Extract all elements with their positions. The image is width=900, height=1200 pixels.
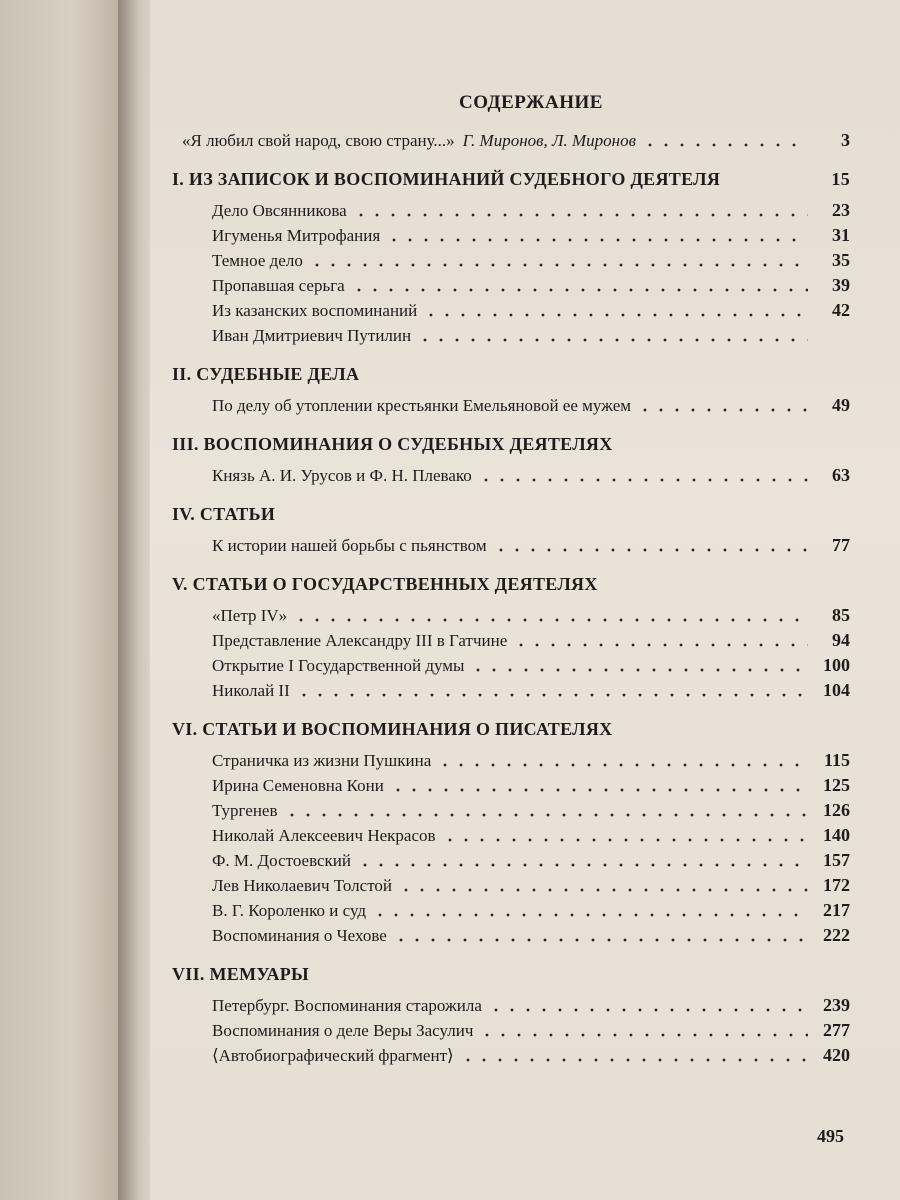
toc-entry[interactable] [212, 273, 850, 298]
section-heading-page: 15 [831, 169, 850, 189]
toc-entry[interactable] [212, 923, 850, 948]
table-of-contents [172, 92, 850, 1068]
toc-entry[interactable] [212, 993, 850, 1018]
dot-leader [493, 548, 808, 552]
section-heading-text: VI. СТАТЬИ И ВОСПОМИНАНИЯ О ПИСАТЕЛЯХ [172, 719, 613, 739]
toc-entry-title: Лев Николаевич Толстой [212, 876, 392, 895]
toc-entry[interactable] [212, 628, 850, 653]
toc-entry-title: Иван Дмитриевич Путилин [212, 326, 412, 345]
toc-entry-page: 115 [823, 750, 850, 770]
dot-leader [284, 813, 808, 817]
toc-entry-title: Дело Овсянникова [212, 201, 347, 220]
dot-leader [393, 938, 808, 942]
toc-entry[interactable] [212, 823, 850, 848]
section-heading-text: II. СУДЕБНЫЕ ДЕЛА [172, 364, 360, 384]
toc-sections [172, 167, 850, 1068]
toc-entry-title: «Петр IV» [212, 606, 288, 625]
intro-authors: Г. Миронов, Л. Миронов [462, 131, 636, 150]
toc-entry-title: Пропавшая серьга [212, 276, 345, 295]
toc-entry[interactable] [212, 463, 850, 488]
facing-page [0, 0, 118, 1200]
toc-entry[interactable] [212, 248, 850, 273]
dot-leader [478, 478, 808, 482]
dot-leader [442, 838, 808, 842]
toc-entry[interactable] [212, 873, 850, 898]
toc-entry-page: 125 [823, 775, 850, 795]
intro-page: 3 [841, 130, 850, 150]
section-heading [172, 717, 850, 742]
dot-leader [351, 288, 808, 292]
section-heading-text: IV. СТАТЬИ [172, 504, 276, 524]
toc-entry-title: ⟨Автобиографический фрагмент⟩ [212, 1046, 454, 1065]
toc-entry-title: В. Г. Короленко и суд [212, 901, 367, 920]
toc-entry-page: 104 [823, 680, 850, 700]
toc-entry-title: Игуменья Митрофания [212, 226, 381, 245]
toc-entry-page: 217 [823, 900, 850, 920]
toc-entry-page: 85 [832, 605, 850, 625]
toc-entry-title: Тургенев [212, 801, 278, 820]
toc-entry-title: К истории нашей борьбы с пьянством [212, 536, 487, 555]
toc-entry-title: Николай II [212, 681, 290, 700]
toc-entry[interactable] [212, 748, 850, 773]
toc-entry-title: Воспоминания о Чехове [212, 926, 387, 945]
toc-entry-title: Ф. М. Достоевский [212, 851, 351, 870]
toc-entry-page: 172 [823, 875, 850, 895]
toc-entry-title: Представление Александру III в Гатчине [212, 631, 508, 650]
dot-leader [398, 888, 808, 892]
dot-leader [437, 763, 808, 767]
intro-title: «Я любил свой народ, свою страну...» [182, 131, 455, 150]
toc-entry[interactable] [212, 848, 850, 873]
toc-entry[interactable] [212, 898, 850, 923]
dot-leader [488, 1008, 808, 1012]
toc-entry[interactable] [212, 1043, 850, 1068]
toc-entry-page: 39 [832, 275, 850, 295]
toc-entry-title: Ирина Семеновна Кони [212, 776, 384, 795]
toc-entry-page: 23 [832, 200, 850, 220]
toc-entry-title: По делу об утоплении крестьянки Емельяновой ее мужем [212, 396, 632, 415]
section-heading [172, 167, 850, 192]
toc-entry-title: Воспоминания о деле Веры Засулич [212, 1021, 474, 1040]
toc-entry-title: Князь А. И. Урусов и Ф. Н. Плевако [212, 466, 472, 485]
section-heading [172, 962, 850, 987]
toc-entry-page: 239 [823, 995, 850, 1015]
section-heading-text: I. ИЗ ЗАПИСОК И ВОСПОМИНАНИЙ СУДЕБНОГО ДЕЯТЕЛЯ [172, 169, 721, 189]
section-heading-text: III. ВОСПОМИНАНИЯ О СУДЕБНЫХ ДЕЯТЕЛЯХ [172, 434, 613, 454]
dot-leader [460, 1058, 808, 1062]
dot-leader [296, 693, 808, 697]
toc-entry[interactable] [212, 298, 850, 323]
dot-leader [309, 263, 808, 267]
toc-entry-title: Из казанских воспоминаний [212, 301, 418, 320]
section-heading [172, 432, 850, 457]
section-heading-text: VII. МЕМУАРЫ [172, 964, 310, 984]
toc-entry-title: Страничка из жизни Пушкина [212, 751, 432, 770]
toc-entry-title: Открытие I Государственной думы [212, 656, 465, 675]
dot-leader [642, 143, 808, 147]
toc-entry-page: 94 [832, 630, 850, 650]
dot-leader [479, 1033, 808, 1037]
dot-leader [417, 338, 808, 342]
toc-entry-page: 31 [832, 225, 850, 245]
toc-entry-page: 42 [832, 300, 850, 320]
toc-entry-title: Николай Алексеевич Некрасов [212, 826, 436, 845]
toc-entry-page: 222 [823, 925, 850, 945]
toc-entry[interactable] [212, 603, 850, 628]
contents-page [150, 0, 900, 1200]
toc-entry[interactable] [212, 533, 850, 558]
toc-entry-page: 420 [823, 1045, 850, 1065]
section-heading-text: V. СТАТЬИ О ГОСУДАРСТВЕННЫХ ДЕЯТЕЛЯХ [172, 574, 598, 594]
section-heading [172, 362, 850, 387]
dot-leader [470, 668, 808, 672]
page-number: 495 [817, 1126, 844, 1146]
toc-entry-page: 35 [832, 250, 850, 270]
toc-entry[interactable] [212, 198, 850, 223]
dot-leader [372, 913, 808, 917]
dot-leader [386, 238, 808, 242]
toc-entry[interactable] [212, 798, 850, 823]
dot-leader [390, 788, 808, 792]
toc-entry[interactable] [212, 223, 850, 248]
toc-entry[interactable] [212, 653, 850, 678]
dot-leader [293, 618, 808, 622]
toc-entry-page: 126 [823, 800, 850, 820]
toc-entry[interactable] [212, 773, 850, 798]
toc-entry[interactable] [212, 678, 850, 703]
toc-entry[interactable] [212, 323, 850, 348]
dot-leader [357, 863, 808, 867]
toc-entry-page: 63 [832, 465, 850, 485]
toc-entry-page: 100 [823, 655, 850, 675]
dot-leader [423, 313, 808, 317]
toc-entry-page: 277 [823, 1020, 850, 1040]
toc-entry-title: Темное дело [212, 251, 303, 270]
dot-leader [353, 213, 808, 217]
toc-entry-page: 140 [823, 825, 850, 845]
toc-entry[interactable] [212, 1018, 850, 1043]
section-heading [172, 502, 850, 527]
toc-entry-page: 77 [832, 535, 850, 555]
page-title: СОДЕРЖАНИЕ [459, 92, 603, 113]
toc-entry-page: 49 [832, 395, 850, 415]
toc-entry-title: Петербург. Воспоминания старожила [212, 996, 482, 1015]
toc-entry-page: 157 [823, 850, 850, 870]
dot-leader [513, 643, 808, 647]
toc-intro-entry [182, 128, 850, 153]
dot-leader [637, 408, 808, 412]
section-heading [172, 572, 850, 597]
toc-entry[interactable] [212, 393, 850, 418]
